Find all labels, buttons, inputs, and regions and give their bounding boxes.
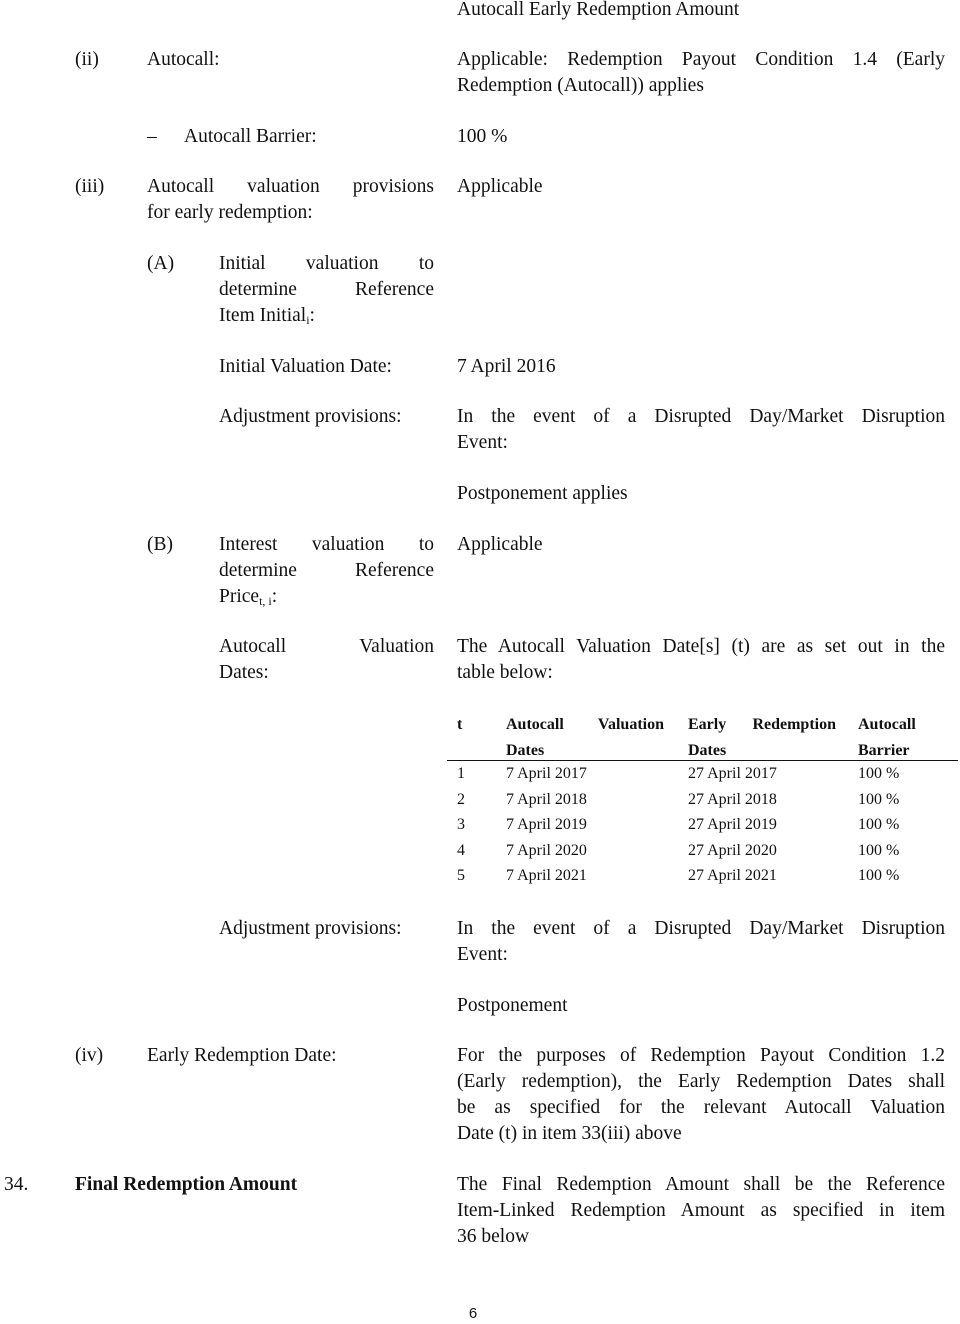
sub-a-adjustment-value-line1: In the event of a Disrupted Day/Market Disruption: [457, 406, 945, 427]
item-iii-number: (iii): [75, 176, 105, 197]
autocall-dates-table: [447, 712, 958, 889]
item-iv-value-line1: For the purposes of Redemption Payout Condition 1.2: [457, 1045, 945, 1066]
cell-barrier: 100 %: [858, 790, 900, 808]
sub-a-number: (A): [147, 253, 175, 274]
sub-b-value: Applicable: [457, 534, 543, 555]
sub-b-label-line3: [219, 584, 277, 610]
item-ii-value-line1: Applicable: Redemption Payout Condition 1.4 (Early: [457, 49, 945, 70]
table-header-barrier: [858, 712, 948, 764]
table-row: [447, 863, 958, 889]
sub-a-adjustment-label: Adjustment provisions:: [219, 406, 402, 427]
item-iv-value-line2: (Early redemption), the Early Redemption Dates shall: [457, 1071, 945, 1092]
cell-redemption-date: 27 April 2017: [688, 765, 777, 782]
cell-t: 3: [457, 816, 465, 834]
sub-a-label-line1: Initial valuation to: [219, 253, 434, 274]
sub-b-adjustment-value-line1: In the event of a Disrupted Day/Market Disruption: [457, 918, 945, 939]
cell-redemption-date: 27 April 2020: [688, 841, 777, 859]
table-row: [447, 787, 958, 813]
cell-valuation-date: 7 April 2021: [506, 867, 587, 885]
sub-a-adjustment-value-line2: Event:: [457, 432, 508, 453]
item-iv-value-line4: Date (t) in item 33(iii) above: [457, 1123, 682, 1144]
cell-t: 1: [457, 765, 465, 782]
table-header-redemption-line1: Early Redemption: [688, 716, 836, 733]
table-header-redemption-line2: Dates: [688, 742, 727, 759]
autocall-barrier-label: Autocall Barrier:: [184, 126, 317, 147]
item-34-value-line2: Item-Linked Redemption Amount as specified in item: [457, 1200, 945, 1221]
item-ii-label: Autocall:: [147, 49, 220, 70]
sub-b-label-line3-colon: :: [271, 586, 278, 607]
cell-t: 4: [457, 841, 465, 859]
sub-a-label-line3-main: Item Initial: [219, 305, 307, 326]
item-iv-label: Early Redemption Date:: [147, 1045, 337, 1066]
item-iv-number: (iv): [75, 1045, 104, 1066]
cell-redemption-date: 27 April 2021: [688, 867, 777, 885]
table-header-t: t: [457, 716, 463, 733]
item-34-value-line1: The Final Redemption Amount shall be the Reference: [457, 1174, 945, 1195]
table-header-valuation-line2: Dates: [506, 742, 545, 759]
table-row: [447, 761, 958, 787]
sub-b-label-line1: Interest valuation to: [219, 534, 434, 555]
table-header-valuation-line1: Autocall Valuation: [506, 716, 664, 733]
item-ii-number: (ii): [75, 49, 99, 70]
cell-t: 2: [457, 790, 465, 808]
table-header-row: [447, 712, 958, 761]
initial-valuation-date-value: 7 April 2016: [457, 356, 556, 377]
sub-b-postponement: Postponement: [457, 995, 568, 1016]
item-iii-value: Applicable: [457, 176, 543, 197]
item-iii-label-line2: for early redemption:: [147, 202, 313, 223]
item-34-number: 34.: [4, 1174, 29, 1195]
page-number: 6: [468, 1305, 478, 1322]
sub-a-label-line2: determine Reference: [219, 279, 434, 300]
item-34-value-line3: 36 below: [457, 1226, 530, 1247]
cell-barrier: 100 %: [858, 841, 900, 859]
cell-barrier: 100 %: [858, 816, 900, 834]
sub-b-label-line2: determine Reference: [219, 560, 434, 581]
cell-valuation-date: 7 April 2019: [506, 816, 587, 834]
item-34-label: Final Redemption Amount: [75, 1174, 298, 1195]
table-header-barrier-line1: Autocall: [858, 716, 916, 733]
autocall-valuation-dates-label-line1: Autocall Valuation: [219, 636, 434, 657]
autocall-barrier-value: 100 %: [457, 126, 508, 147]
sub-b-label-line3-main: Price: [219, 586, 260, 607]
autocall-valuation-dates-label-line2: Dates:: [219, 662, 269, 683]
cell-valuation-date: 7 April 2018: [506, 790, 587, 808]
table-header-redemption: [688, 712, 836, 764]
sub-a-label-line3-subscript: i: [306, 313, 310, 327]
sub-b-number: (B): [147, 534, 173, 555]
autocall-barrier-dash: –: [147, 126, 157, 147]
sub-a-postponement: Postponement applies: [457, 483, 628, 504]
sub-a-label-line3: [219, 303, 315, 329]
initial-valuation-date-label: Initial Valuation Date:: [219, 356, 392, 377]
item-ii-value-line2: Redemption (Autocall)) applies: [457, 75, 704, 96]
cell-barrier: 100 %: [858, 867, 900, 885]
cell-redemption-date: 27 April 2018: [688, 790, 777, 808]
table-row: [447, 812, 958, 838]
sub-b-adjustment-label: Adjustment provisions:: [219, 918, 402, 939]
cell-valuation-date: 7 April 2020: [506, 841, 587, 859]
cell-valuation-date: 7 April 2017: [506, 765, 587, 782]
autocall-valuation-dates-value-line1: The Autocall Valuation Date[s] (t) are as set out in the: [457, 636, 945, 657]
section-heading: Autocall Early Redemption Amount: [457, 0, 740, 20]
cell-t: 5: [457, 867, 465, 885]
autocall-valuation-dates-value-line2: table below:: [457, 662, 553, 683]
table-body: [447, 761, 958, 889]
table-header-valuation: [506, 712, 664, 764]
sub-a-label-line3-colon: :: [309, 305, 315, 326]
item-iv-value-line3: be as specified for the relevant Autocall Valuation: [457, 1097, 945, 1118]
item-iii-label-line1: Autocall valuation provisions: [147, 176, 434, 197]
table-header-barrier-line2: Barrier: [858, 742, 910, 759]
sub-b-adjustment-value-line2: Event:: [457, 944, 508, 965]
cell-redemption-date: 27 April 2019: [688, 816, 777, 834]
table-row: [447, 838, 958, 864]
sub-b-label-line3-subscript: t, i: [259, 594, 272, 608]
cell-barrier: 100 %: [858, 765, 900, 782]
